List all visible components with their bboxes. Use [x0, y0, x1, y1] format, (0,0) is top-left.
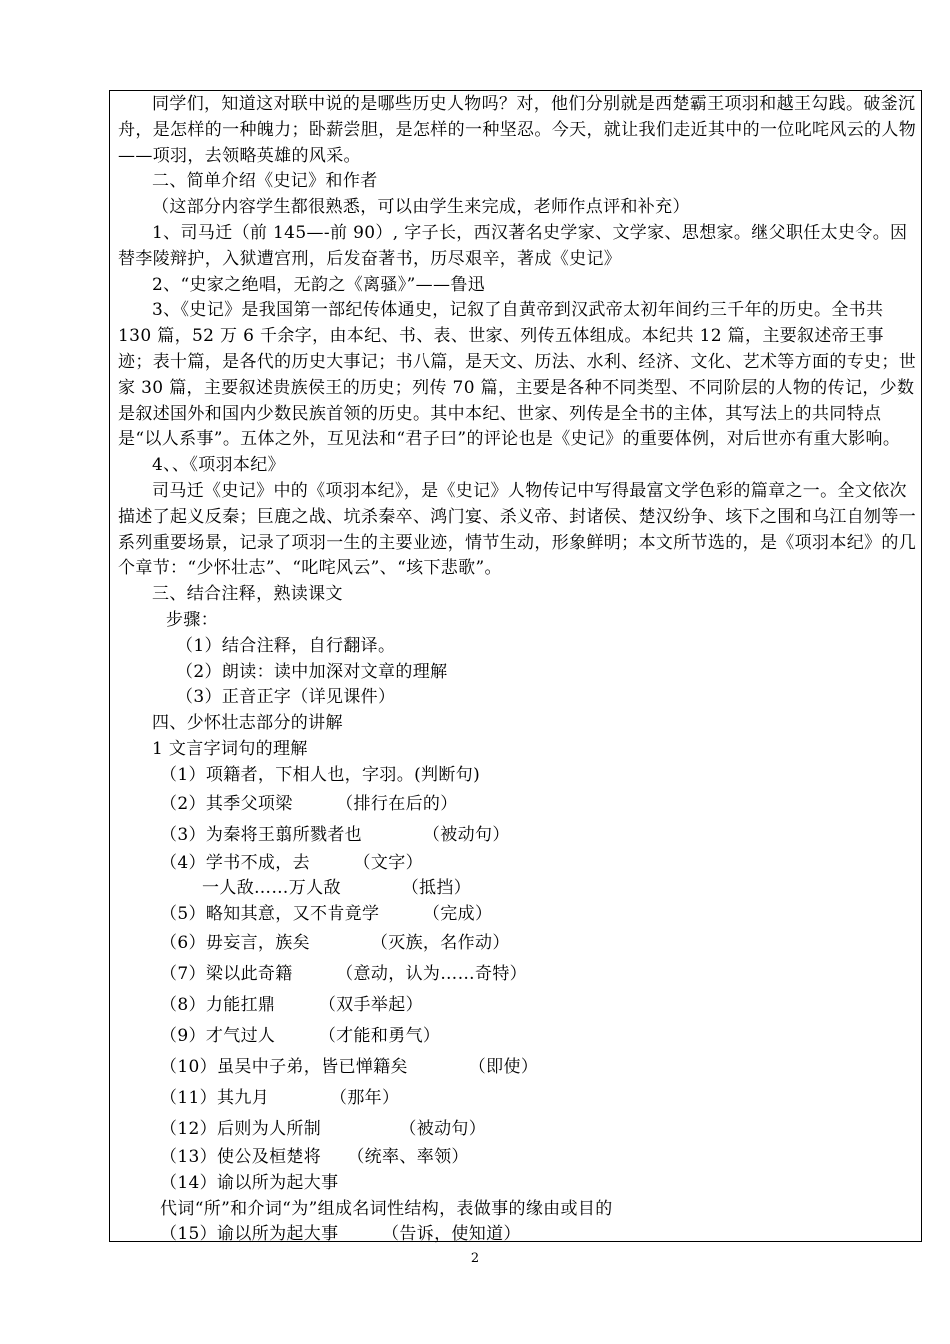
document-body: [118, 92, 918, 1248]
section-heading-3: 三、结合注释，熟读课文: [152, 584, 343, 605]
vocab-item: （9）才气过人 （才能和勇气）: [160, 1025, 441, 1046]
vocab-item: （10）虽吴中子弟，皆已惮籍矣 （即使）: [160, 1056, 539, 1077]
step-item: （3）正音正字（详见课件）: [176, 687, 396, 708]
vocab-item: （12）后则为人所制 （被动句）: [160, 1118, 487, 1139]
vocab-item: （13）使公及桓楚将 （统率、率领）: [160, 1146, 469, 1167]
steps-label: 步骤：: [166, 609, 219, 630]
intro-paragraph: 同学们，知道这对联中说的是哪些历史人物吗？对，他们分别就是西楚霸王项羽和越王勾践。破釜沉舟，是怎样的一种魄力；卧薪尝胆，是怎样的一种坚忍。今天，就让我们走近其中的一位叱咤风云的人物——项羽，去领略英雄的风采。: [118, 94, 917, 166]
vocab-explanation: 代词“所”和介词“为”组成名词性结构，表做事的缘由或目的: [160, 1198, 613, 1219]
vocab-item: （8）力能扛鼎 （双手举起）: [160, 994, 423, 1015]
subsection-heading: 1 文言字词句的理解: [152, 738, 308, 759]
note-paragraph: （这部分内容学生都很熟悉，可以由学生来完成，老师作点评和补充）: [152, 197, 690, 218]
vocab-item: （2）其季父项梁 （排行在后的）: [160, 793, 458, 814]
section-heading-4: 四、少怀壮志部分的讲解: [152, 713, 343, 734]
vocab-item: （4）学书不成，去 （文字）: [160, 852, 423, 873]
step-item: （2）朗读：读中加深对文章的理解: [176, 661, 448, 682]
vocab-item: （11）其九月 （那年）: [160, 1087, 400, 1108]
vocab-item: （14）谕以所为起大事: [160, 1172, 339, 1193]
xiangyu-paragraph: 司马迁《史记》中的《项羽本纪》，是《史记》人物传记中写得最富文学色彩的篇章之一。全文依次描述了起义反秦；巨鹿之战、坑杀秦卒、鸿门宴、杀义帝、封诸侯、楚汉纷争、垓下之围和乌江自刎等一系列重要场景，记录了项羽一生的主要业迹，情节生动，形象鲜明；本文所节选的，是《项羽本纪》的几个章节：“少怀壮志”、“叱咤风云”、“垓下悲歌”。: [118, 480, 917, 579]
step-item: （1）结合注释，自行翻译。: [176, 635, 396, 656]
page-number: 2: [470, 1251, 480, 1266]
xiangyu-heading: 4、、《项羽本纪》: [152, 455, 285, 476]
quote-paragraph: 2、“史家之绝唱，无韵之《离骚》”——鲁迅: [152, 274, 486, 295]
vocab-item: （1）项籍者，下相人也，字羽。(判断句): [160, 764, 481, 785]
vocab-item: （5）略知其意，又不肯竟学 （完成）: [160, 904, 493, 925]
vocab-item: （7）梁以此奇籍 （意动，认为……奇特）: [160, 963, 528, 984]
vocab-item: （15）谕以所为起大事 （告诉，使知道）: [160, 1224, 521, 1245]
vocab-item: （3）为秦将王翦所戮者也 （被动句）: [160, 824, 510, 845]
vocab-item: （6）毋妄言，族矣 （灭族，名作动）: [160, 932, 510, 953]
author-paragraph: 1、司马迁（前 145—-前 90）, 字子长，西汉著名史学家、文学家、思想家。继父职任太史令。因替李陵辩护，入狱遭宫刑，后发奋著书，历尽艰辛，著成《史记》: [118, 222, 908, 269]
vocab-item: 一人敌……万人敌 （抵挡）: [202, 878, 472, 899]
shiji-paragraph: 3、《史记》是我国第一部纪传体通史，记叙了自黄帝到汉武帝太初年间约三千年的历史。全书共 130 篇，52 万 6 千余字，由本纪、书、表、世家、列传五体组成。本纪共 12 篇，主要叙述帝王事迹；表十篇，是各代的历史大事记；书八篇，是天文、历法、水利、经济、文化、艺术等方面的专史；世家 30 篇，主要叙述贵族侯王的历史；列传 70 篇，主要是各种不同类型、不同阶层的人物的传记，少数是叙述国外和国内少数民族首领的历史。其中本纪、世家、列传是全书的主体，其写法上的共同特点是“以人系事”。五体之外，互见法和“君子曰”的评论也是《史记》的重要体例，对后世亦有重大影响。: [118, 300, 917, 450]
section-heading-2: 二、简单介绍《史记》和作者: [152, 171, 378, 192]
